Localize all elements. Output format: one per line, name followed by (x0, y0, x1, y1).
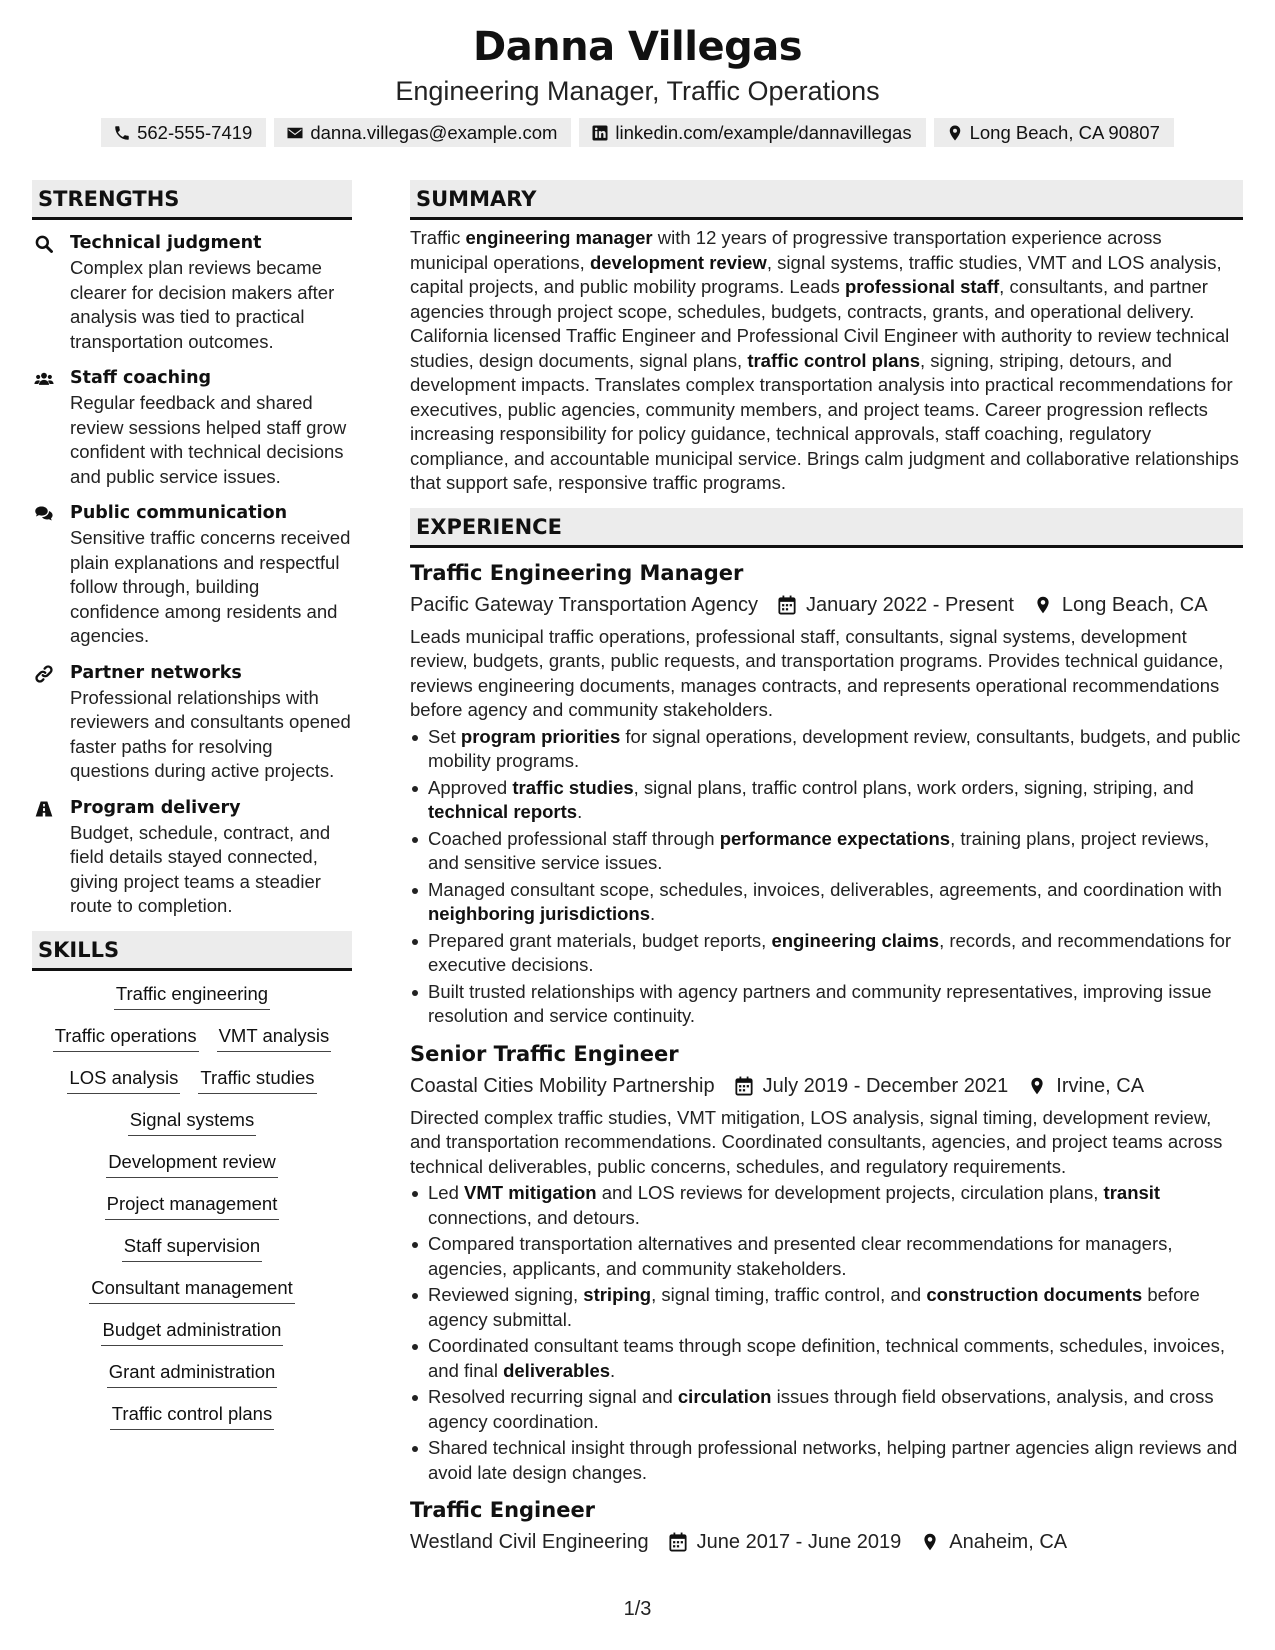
contact-location-text: Long Beach, CA 90807 (969, 122, 1160, 143)
job-bullet: Led VMT mitigation and LOS reviews for development projects, circulation plans, transit connections, and detours. (410, 1181, 1243, 1230)
left-column (32, 180, 352, 1443)
job-description: Directed complex traffic studies, VMT mitigation, LOS analysis, signal timing, development review, and transportation recommendations. Coordinated consultants, agencies, and project teams across technical deliverables, public concerns, schedules, and regulatory requirements. (410, 1106, 1223, 1177)
strength-item (32, 795, 352, 919)
strength-desc: Regular feedback and shared review sessions helped staff grow confident with technical decisions and public service issues. (70, 392, 347, 487)
job-location: Anaheim, CA (949, 1531, 1068, 1553)
strength-title: Program delivery (70, 797, 241, 818)
strengths-list (32, 230, 352, 919)
skills-list (32, 981, 352, 1443)
strength-title: Partner networks (70, 662, 242, 683)
job-entry (410, 558, 1243, 1029)
strength-item (32, 500, 352, 649)
strength-title: Technical judgment (70, 233, 262, 253)
resume-header (0, 22, 1275, 147)
job-dates: January 2022 - Present (805, 593, 1014, 616)
strengths-heading: STRENGTHS (32, 180, 352, 220)
road-icon (34, 799, 54, 819)
job-bullet: Prepared grant materials, budget reports, engineering claims, records, and recommendations for executive decisions. (410, 929, 1243, 978)
calendar-icon (669, 1532, 687, 1552)
job-bullet: Built trusted relationships with agency partners and community representatives, improving issue resolution and service continuity. (410, 980, 1243, 1029)
map-pin-icon (921, 1532, 939, 1552)
candidate-title: Engineering Manager, Traffic Operations (395, 76, 880, 106)
job-bullet: Shared technical insight through professional networks, helping partner agencies align reviews and avoid late design changes. (410, 1436, 1243, 1485)
job-company: Pacific Gateway Transportation Agency (410, 593, 758, 616)
contact-email-text: danna.villegas@example.com (310, 122, 558, 143)
job-description: Leads municipal traffic operations, professional staff, consultants, signal systems, development review, budgets, grants, public requests, and transportation programs. Provides technical guidance, reviews engineering documents, manages contracts, and represents operational recommendations before agency and community stakeholders. (410, 625, 1224, 720)
skill-tag: Consultant management (89, 1275, 295, 1304)
skill-tag: Traffic operations (53, 1023, 199, 1052)
linkedin-icon (591, 124, 609, 142)
candidate-name: Danna Villegas (472, 24, 802, 70)
job-bullet: Reviewed signing, striping, signal timing, traffic control, and construction documents before agency submittal. (410, 1283, 1243, 1332)
job-location: Irvine, CA (1056, 1074, 1145, 1097)
map-pin-icon (1034, 595, 1052, 615)
job-title: Traffic Engineer (410, 1498, 596, 1522)
skill-tag: LOS analysis (67, 1065, 180, 1094)
calendar-icon (735, 1076, 753, 1096)
strength-desc: Professional relationships with reviewers and consultants opened faster paths for resolving questions during active projects. (70, 686, 351, 781)
skill-tag: Traffic studies (198, 1065, 316, 1094)
calendar-icon (778, 595, 796, 615)
job-bullets (410, 1181, 1243, 1485)
job-company: Coastal Cities Mobility Partnership (410, 1074, 715, 1097)
experience-list (410, 558, 1243, 1558)
strength-title: Staff coaching (70, 368, 212, 388)
job-bullet: Managed consultant scope, schedules, invoices, deliverables, agreements, and coordination with neighboring jurisdictions. (410, 878, 1243, 927)
users-icon (34, 369, 54, 389)
skill-tag: Budget administration (101, 1317, 284, 1346)
comments-icon (34, 504, 54, 524)
job-bullet: Coached professional staff through performance expectations, training plans, project reviews, and sensitive service issues. (410, 827, 1243, 876)
link-icon (34, 664, 54, 684)
experience-heading: EXPERIENCE (410, 508, 1243, 548)
job-entry (410, 1495, 1243, 1557)
job-meta (410, 1527, 1243, 1557)
job-entry (410, 1039, 1243, 1486)
strength-title: Public communication (70, 503, 288, 523)
strength-desc: Complex plan reviews became clearer for decision makers after analysis was tied to practical transportation outcomes. (70, 257, 335, 352)
job-dates: July 2019 - December 2021 (762, 1074, 1009, 1097)
skill-tag: Project management (105, 1191, 280, 1220)
envelope-icon (286, 124, 304, 142)
job-bullet: Compared transportation alternatives and presented clear recommendations for managers, agencies, applicants, and community stakeholders. (410, 1232, 1243, 1281)
summary-heading: SUMMARY (410, 180, 1243, 220)
skill-tag: Traffic control plans (110, 1401, 274, 1430)
summary-text: Traffic engineering manager with 12 years of progressive transportation experience across municipal operations, development review, signal systems, traffic studies, VMT and LOS analysis, capital projects, and public mobility programs. Leads professional staff, consultants, and partner agencies through project scope, schedules, budgets, contracts, grants, and operational delivery. California licensed Traffic Engineer and Professional Civil Engineer with authority to review technical studies, design documents, signal plans, traffic control plans, signing, striping, detours, and development impacts. Translates complex transportation analysis into practical recommendations for executives, public agencies, community members, and project teams. Career progression reflects increasing responsibility for policy guidance, technical approvals, staff coaching, regulatory compliance, and accountable municipal service. Brings calm judgment and collaborative relationships that support safe, responsive traffic programs. (410, 227, 1239, 493)
contact-bar (0, 118, 1275, 147)
map-pin-icon (1028, 1076, 1046, 1096)
contact-phone[interactable] (101, 118, 266, 147)
skill-tag: Signal systems (128, 1107, 256, 1136)
skill-tag: Grant administration (107, 1359, 278, 1388)
strength-item (32, 660, 352, 784)
strength-item (32, 365, 352, 489)
job-bullet: Set program priorities for signal operations, development review, consultants, budgets, and public mobility programs. (410, 725, 1243, 774)
map-pin-icon (946, 124, 964, 142)
contact-email[interactable] (274, 118, 571, 147)
contact-linkedin-text: linkedin.com/example/dannavillegas (615, 122, 912, 143)
job-title: Traffic Engineering Manager (410, 560, 744, 585)
contact-linkedin[interactable] (579, 118, 925, 147)
job-bullets (410, 725, 1243, 1029)
job-bullet: Coordinated consultant teams through scope definition, technical comments, schedules, invoices, and final deliverables. (410, 1334, 1243, 1383)
search-icon (34, 234, 54, 254)
contact-phone-text: 562-555-7419 (137, 122, 253, 143)
skill-tag: Staff supervision (122, 1233, 262, 1262)
skills-heading: SKILLS (32, 931, 352, 971)
strength-desc: Sensitive traffic concerns received plain explanations and respectful follow through, building confidence among residents and agencies. (70, 527, 351, 646)
skill-tag: Development review (106, 1149, 278, 1178)
job-meta (410, 590, 1243, 620)
strength-desc: Budget, schedule, contract, and field details stayed connected, giving project teams a steadier route to completion. (70, 821, 331, 916)
skill-tag: VMT analysis (217, 1023, 332, 1052)
right-column (410, 180, 1243, 1557)
job-bullet: Resolved recurring signal and circulation issues through field observations, analysis, and cross agency coordination. (410, 1385, 1243, 1434)
phone-icon (113, 124, 131, 142)
job-bullet: Approved traffic studies, signal plans, traffic control plans, work orders, signing, striping, and technical reports. (410, 776, 1243, 825)
skill-tag: Traffic engineering (114, 981, 270, 1010)
job-meta (410, 1071, 1243, 1101)
strength-item (32, 230, 352, 354)
contact-location (934, 118, 1174, 147)
job-company: Westland Civil Engineering (410, 1531, 649, 1553)
page-number: 1/3 (623, 1598, 652, 1620)
job-dates: June 2017 - June 2019 (696, 1531, 902, 1553)
job-title: Senior Traffic Engineer (410, 1041, 679, 1066)
job-location: Long Beach, CA (1061, 593, 1208, 616)
